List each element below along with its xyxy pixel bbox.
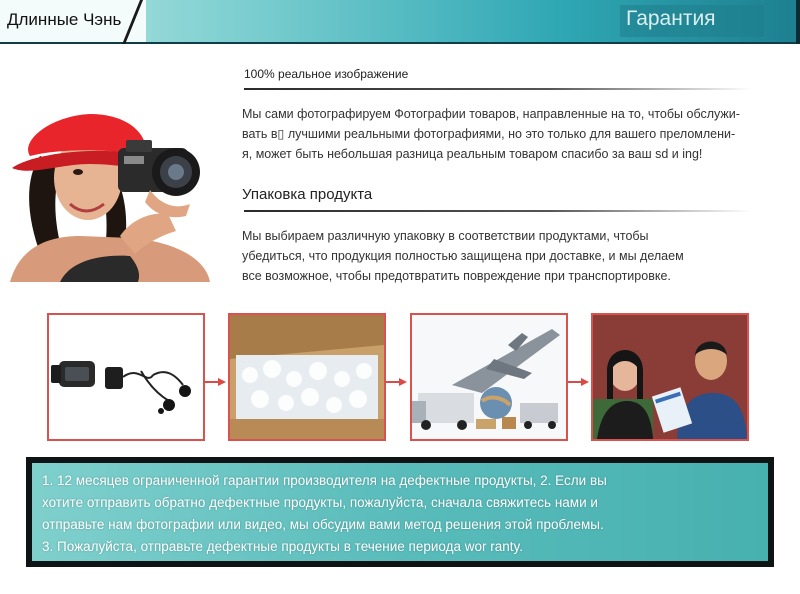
warranty-line: 3. Пожалуйста, отправьте дефектные продукты в течение периода wor ranty. xyxy=(42,539,524,554)
packaging-line: все возможное, чтобы предотвратить повреждение при транспортировке. xyxy=(242,269,671,283)
step-arrow-line xyxy=(205,381,219,383)
step-delivery-image xyxy=(591,313,749,441)
warranty-panel xyxy=(26,457,774,567)
warranty-line: отправьте нам фотографии или видео, мы обсудим вами метод решения этой проблемы. xyxy=(42,517,604,532)
header-banner xyxy=(0,0,800,44)
real-image-text xyxy=(242,104,762,164)
bubble-wrap-box-icon xyxy=(230,315,384,439)
packaging-line: убедиться, что продукция полностью защищена при доставке, и мы делаем xyxy=(242,249,684,263)
packaging-divider xyxy=(244,210,752,212)
packaging-text xyxy=(242,226,762,286)
shipping-plane-truck-icon xyxy=(412,315,566,439)
step-arrow xyxy=(399,378,407,386)
header-edge xyxy=(796,0,800,44)
packaging-line: Мы выбираем различную упаковку в соответствии продуктами, чтобы xyxy=(242,229,649,243)
step-arrow xyxy=(218,378,226,386)
header-right-title: Гарантия xyxy=(626,7,716,30)
real-image-line: я, может быть небольшая разница реальным товаром спасибо за ваш sd и ing! xyxy=(242,147,703,161)
step-product-image xyxy=(47,313,205,441)
real-image-line: Мы сами фотографируем Фотографии товаров, направленные на то, чтобы обслужи- xyxy=(242,107,740,121)
step-shipping-image xyxy=(410,313,568,441)
courier-delivery-icon xyxy=(593,315,747,439)
real-image-divider xyxy=(244,88,752,90)
step-packaging-image xyxy=(228,313,386,441)
header-left-title: Длинные Чэнь xyxy=(7,10,122,29)
step-arrow-line xyxy=(386,381,400,383)
step-arrow xyxy=(581,378,589,386)
warranty-line: хотите отправить обратно дефектные продукты, пожалуйста, сначала свяжитесь нами и xyxy=(42,495,598,510)
photographer-illustration xyxy=(0,86,220,282)
real-image-line: вать в▯ лучшими реальными фотографиями, но это только для вашего преломлени- xyxy=(242,127,736,141)
packaging-title: Упаковка продукта xyxy=(242,186,373,203)
real-image-title: 100% реальное изображение xyxy=(244,67,409,81)
product-items-icon xyxy=(49,315,203,439)
warranty-line: 1. 12 месяцев ограниченной гарантии производителя на дефектные продукты, 2. Если вы xyxy=(42,473,607,488)
step-arrow-line xyxy=(568,381,582,383)
